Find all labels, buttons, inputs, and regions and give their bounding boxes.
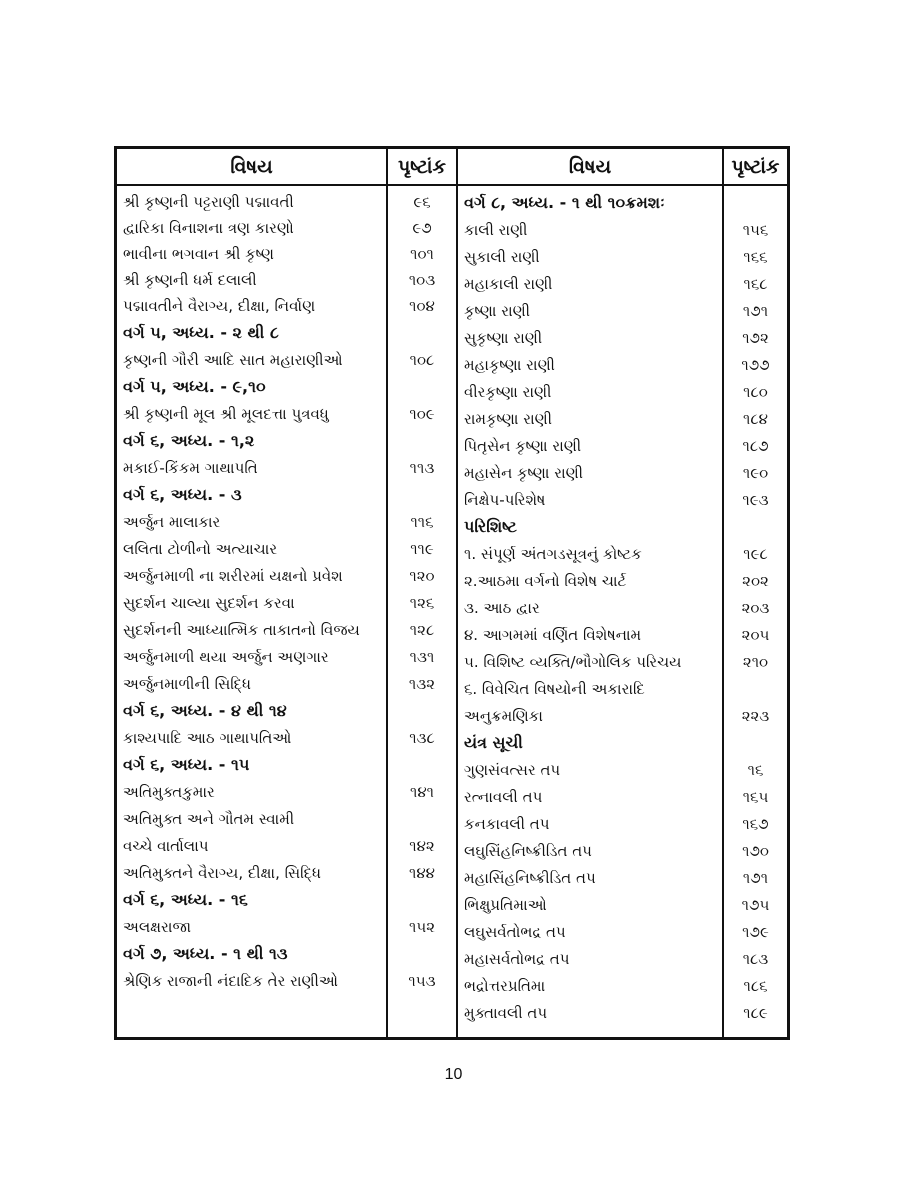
section-heading-row	[123, 319, 456, 346]
toc-entry-row	[464, 891, 787, 918]
toc-entry-row	[123, 913, 456, 940]
entry-subject: કનકાવલી તપ	[464, 814, 550, 833]
toc-entry-row	[464, 999, 787, 1026]
section-heading-row	[123, 886, 456, 913]
entry-page-number: ૯૭	[412, 219, 432, 237]
toc-entry-row	[123, 189, 456, 215]
entry-subject: યંત્ર સૂચી	[464, 732, 523, 752]
entry-page-number: ૨૨૩	[741, 706, 770, 725]
toc-entry-row	[123, 967, 456, 994]
entry-subject: પરિશિષ્ટ	[464, 516, 517, 536]
entry-subject: સુકૃષ્ણા રાણી	[464, 328, 543, 347]
entry-subject: મહાસિંહનિષ્ક્રીડિત તપ	[464, 868, 596, 887]
toc-entry-row	[123, 241, 456, 267]
entry-subject: અર્જુન માલાકાર	[123, 512, 221, 531]
entry-subject: અર્જુનમાળી ના શરીરમાં યક્ષનો પ્રવેશ	[123, 566, 343, 585]
entry-subject: લઘુસર્વતોભદ્ર તપ	[464, 922, 566, 941]
entry-subject: ૪. આગમમાં વર્ણિત વિશેષનામ	[464, 625, 642, 644]
entry-page-number: ૧૦૮	[409, 350, 435, 369]
entry-page-number: ૧૦૪	[409, 297, 435, 315]
entry-subject: વર્ગ ૬, અધ્ય. - ૪ થી ૧૪	[123, 700, 287, 720]
toc-entry-row	[464, 324, 787, 351]
page-number: 10	[444, 1066, 463, 1083]
entry-subject: ૨.આઠમા વર્ગનો વિશેષ ચાર્ટ	[464, 571, 627, 590]
entry-subject: ભદ્રોત્તરપ્રતિમા	[464, 976, 546, 995]
toc-entry-row	[464, 270, 787, 297]
toc-entry-row	[464, 297, 787, 324]
entry-subject: ભાવીના ભગવાન શ્રી કૃષ્ણ	[123, 245, 274, 263]
section-heading-row	[123, 940, 456, 967]
entry-subject: ૬. વિવેચિત વિષયોની અકારાદિ	[464, 679, 645, 698]
header-subject-left: વિષય	[230, 155, 273, 178]
entry-page-number: ૧૩૮	[409, 728, 435, 747]
toc-entry-row	[123, 293, 456, 319]
entry-subject: ૩. આઠ દ્વાર	[464, 598, 540, 617]
toc-entry-row	[123, 400, 456, 427]
toc-entry-row	[123, 778, 456, 805]
entry-subject: વર્ગ ૬, અધ્ય. - ૧૬	[123, 889, 248, 909]
toc-entry-row	[464, 837, 787, 864]
entry-subject: શ્રી કૃષ્ણની પટ્ટરાણી પદ્માવતી	[123, 193, 294, 211]
entry-subject: મહાસર્વતોભદ્ર તપ	[464, 949, 570, 968]
entry-subject: ગુણસંવત્સર તપ	[464, 760, 561, 779]
entry-subject: નિક્ષેપ-પરિશેષ	[464, 490, 546, 509]
entry-page-number: ૧૭૭	[741, 355, 770, 374]
toc-entry-row	[464, 594, 787, 621]
entry-subject: અનુક્રમણિકા	[464, 706, 543, 725]
entry-subject: લઘુસિંહનિષ્ક્રીડિત તપ	[464, 841, 592, 860]
toc-entry-row	[464, 567, 787, 594]
toc-entry-row	[123, 589, 456, 616]
entry-subject: વીરકૃષ્ણા રાણી	[464, 382, 552, 401]
entry-subject: શ્રી કૃષ્ણની મૂલ શ્રી મૂલદત્તા પુત્રવધુ	[123, 404, 329, 423]
entry-page-number: ૧૭૧	[742, 868, 769, 887]
entry-page-number: ૧૯૦	[742, 463, 769, 482]
toc-entry-row	[123, 859, 456, 886]
toc-entry-row	[464, 810, 787, 837]
toc-entry-row	[464, 702, 787, 729]
entry-page-number: ૧૨૮	[409, 620, 435, 639]
entry-page-number: ૧૧૩	[409, 458, 435, 477]
section-heading-row	[123, 427, 456, 454]
entry-page-number: ૨૦૨	[742, 571, 769, 590]
toc-entry-row	[123, 267, 456, 293]
entry-page-number: ૧૬	[747, 760, 764, 779]
entry-page-number: ૧૩૧	[409, 647, 435, 666]
entry-subject: ૧. સંપૂર્ણ અંતગડસૂત્રનું કોષ્ટક	[464, 544, 642, 563]
toc-entry-row	[464, 486, 787, 513]
entry-page-number: ૧૮૦	[743, 382, 768, 401]
toc-entry-row	[123, 562, 456, 589]
toc-entry-row	[123, 832, 456, 859]
toc-entry-row	[123, 724, 456, 751]
toc-entry-row	[123, 215, 456, 241]
toc-entry-row	[464, 756, 787, 783]
toc-entry-row	[123, 508, 456, 535]
entry-subject: ૫. વિશિષ્ટ વ્યક્તિ/ભૌગોલિક પરિચય	[464, 652, 682, 671]
toc-entry-row	[464, 378, 787, 405]
entry-page-number: ૧૫૨	[408, 917, 435, 936]
entry-page-number: ૧૫૩	[408, 971, 436, 990]
entry-page-number: ૧૪૧	[409, 782, 434, 801]
entry-subject: સુદર્શનની આધ્યાત્મિક તાકાતનો વિજય	[123, 620, 360, 639]
entry-subject: વર્ગ ૬, અધ્ય. - ૧૫	[123, 754, 250, 774]
entry-page-number: ૧૮૩	[742, 949, 769, 968]
entry-subject: રત્નાવલી તપ	[464, 787, 543, 806]
entry-subject: મહાસેન કૃષ્ણા રાણી	[464, 463, 584, 482]
toc-entry-row	[123, 805, 456, 832]
entry-page-number: ૧૯૩	[742, 490, 769, 509]
entry-page-number: ૧૦૩	[408, 271, 436, 289]
entry-page-number: ૧૯૮	[743, 544, 768, 563]
entry-subject: અતિમુક્તને વૈરાગ્ય, દીક્ષા, સિદ્ધિ	[123, 863, 321, 882]
entry-subject: રામકૃષ્ણા રાણી	[464, 409, 553, 428]
entry-subject: કાશ્યપાદિ આઠ ગાથાપતિઓ	[123, 728, 292, 747]
entry-subject: વર્ગ ૬, અધ્ય. - ૧,૨	[123, 430, 255, 450]
entry-subject: અતિમુક્તકુમાર	[123, 782, 215, 801]
entry-subject: સુદર્શન ચાલ્યા સુદર્શન કરવા	[123, 593, 295, 612]
entry-subject: કૃષ્ણા રાણી	[464, 301, 531, 320]
entry-page-number: ૨૦૩	[741, 598, 770, 617]
entry-subject: અર્જુનમાળી થયા અર્જુન અણગાર	[123, 647, 329, 666]
section-heading-row	[464, 729, 787, 756]
entry-subject: સુકાલી રાણી	[464, 247, 540, 266]
toc-entry-row	[123, 535, 456, 562]
entry-subject: વર્ગ ૫, અધ્ય. - ૯,૧૦	[123, 376, 266, 396]
toc-entry-row	[123, 643, 456, 670]
entry-subject: કૃષ્ણની ગૌરી આદિ સાત મહારાણીઓ	[123, 350, 343, 369]
entry-page-number: ૧૬૫	[742, 787, 769, 806]
toc-entry-row	[464, 216, 787, 243]
toc-entry-row	[464, 621, 787, 648]
entry-page-number: ૧૮૬	[743, 976, 768, 995]
table-of-contents	[114, 146, 790, 1040]
entry-page-number: ૧૭૯	[742, 922, 769, 941]
entry-subject: મુક્તાવલી તપ	[464, 1003, 548, 1022]
entry-subject: દ્વારિકા વિનાશના ત્રણ કારણો	[123, 219, 294, 237]
entry-page-number: ૧૭૫	[741, 895, 770, 914]
entry-subject: અર્જુનમાળીની સિદ્ધિ	[123, 674, 251, 693]
entry-subject: લલિતા ટોળીનો અત્યાચાર	[123, 539, 278, 558]
toc-entry-row	[464, 243, 787, 270]
header-page-right: પૃષ્ટાંક	[731, 155, 780, 178]
entry-page-number: ૧૬૬	[743, 247, 768, 266]
toc-entry-row	[464, 405, 787, 432]
entry-subject: પદ્માવતીને વૈરાગ્ય, દીક્ષા, નિર્વાણ	[123, 297, 316, 315]
entry-subject: વર્ગ ૭, અધ્ય. - ૧ થી ૧૩	[123, 943, 288, 963]
toc-entry-row	[464, 918, 787, 945]
entry-subject: શ્રી કૃષ્ણની ધર્મ દલાલી	[123, 271, 257, 289]
toc-entry-row	[464, 351, 787, 378]
entry-page-number: ૧૦૧	[410, 245, 434, 263]
entry-page-number: ૧૬૮	[743, 274, 768, 293]
section-heading-row	[464, 513, 787, 540]
entry-page-number: ૧૨૬	[409, 593, 435, 612]
entry-page-number: ૧૮૯	[743, 1003, 768, 1022]
entry-subject: વર્ગ ૮, અધ્ય. - ૧ થી ૧૦ક્રમશઃ	[464, 192, 665, 212]
toc-entry-row	[123, 346, 456, 373]
entry-subject: મહાકૃષ્ણા રાણી	[464, 355, 555, 374]
entry-subject: વર્ગ ૫, અધ્ય. - ૨ થી ૮	[123, 322, 279, 342]
entry-page-number: ૧૮૭	[742, 436, 769, 455]
entry-subject: કાલી રાણી	[464, 220, 528, 239]
entry-subject: પિતૃસેન કૃષ્ણા રાણી	[464, 436, 582, 455]
toc-entry-row	[464, 783, 787, 810]
toc-entry-row	[464, 675, 787, 702]
entry-page-number: ૯૬	[413, 193, 431, 211]
entry-subject: અતિમુક્ત અને ગૌતમ સ્વામી	[123, 809, 295, 828]
toc-entry-row	[464, 432, 787, 459]
toc-entry-row	[123, 616, 456, 643]
entry-page-number: ૧૧૬	[410, 512, 434, 531]
section-heading-row	[464, 189, 787, 216]
entry-page-number: ૧૩૨	[408, 674, 436, 693]
entry-subject: અલક્ષરાજા	[123, 917, 192, 936]
section-heading-row	[123, 481, 456, 508]
entry-page-number: ૧૮૪	[743, 409, 768, 428]
header-subject-right: વિષય	[568, 155, 612, 178]
entry-page-number: ૧૪૨	[409, 836, 435, 855]
entry-subject: વચ્ચે વાર્તાલાપ	[123, 836, 209, 855]
toc-entry-row	[123, 454, 456, 481]
section-heading-row	[123, 751, 456, 778]
entry-page-number: ૧૨૦	[409, 566, 435, 585]
entry-page-number: ૧૬૭	[742, 814, 769, 833]
entry-page-number: ૧૦૯	[409, 404, 435, 423]
header-divider	[117, 184, 787, 186]
entry-page-number: ૨૦૫	[741, 625, 770, 644]
section-heading-row	[123, 373, 456, 400]
toc-entry-row	[464, 540, 787, 567]
toc-entry-row	[464, 864, 787, 891]
entry-subject: મકાઈ-કિંકમ ગાથાપતિ	[123, 458, 258, 477]
entry-page-number: ૧૧૯	[410, 539, 434, 558]
entry-subject: શ્રેણિક રાજાની નંદાદિક તેર રાણીઓ	[123, 971, 338, 990]
column-divider	[456, 149, 458, 1037]
toc-entry-row	[464, 648, 787, 675]
entry-page-number: ૧૪૪	[409, 863, 435, 882]
entry-page-number: ૧૭૨	[742, 328, 769, 347]
entry-page-number: ૧૫૬	[742, 220, 769, 239]
entry-page-number: ૨૧૦	[742, 652, 769, 671]
section-heading-row	[123, 697, 456, 724]
left-column	[123, 189, 456, 994]
entry-subject: વર્ગ ૬, અધ્ય. - ૩	[123, 484, 242, 504]
entry-subject: ભિક્ષુપ્રતિમાઓ	[464, 895, 547, 914]
header-page-left: પૃષ્ટાંક	[398, 155, 446, 178]
toc-entry-row	[464, 459, 787, 486]
entry-page-number: ૧૭૦	[742, 841, 769, 860]
entry-subject: મહાકાલી રાણી	[464, 274, 553, 293]
right-column	[464, 189, 787, 1026]
entry-page-number: ૧૭૧	[742, 301, 769, 320]
toc-entry-row	[464, 945, 787, 972]
toc-entry-row	[464, 972, 787, 999]
toc-entry-row	[123, 670, 456, 697]
